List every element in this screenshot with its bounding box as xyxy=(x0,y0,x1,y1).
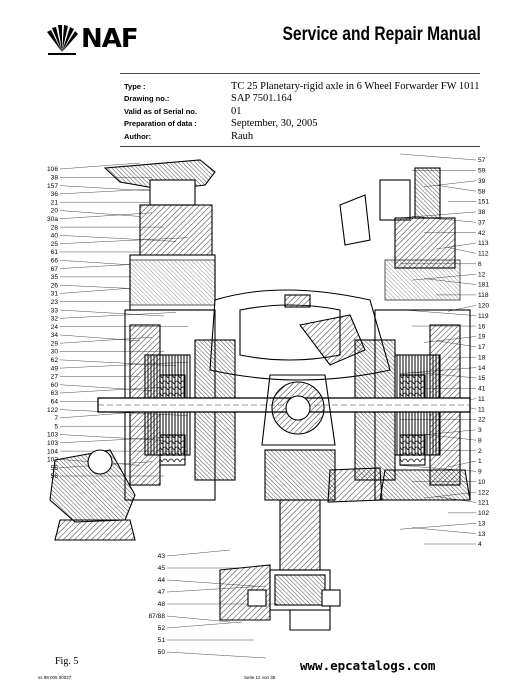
info-label: Drawing no.: xyxy=(124,94,170,104)
callout-number: 103 xyxy=(46,431,58,439)
callout-number: 104 xyxy=(46,448,58,456)
leader-line xyxy=(412,528,476,534)
callout-number: 30 xyxy=(50,348,58,356)
brand-name: NAF xyxy=(81,24,138,54)
callout-number: 13 xyxy=(478,530,486,538)
callout-number: 24 xyxy=(50,323,58,331)
callout-number: 113 xyxy=(478,240,489,248)
callout-number: 34 xyxy=(50,332,58,340)
callout-number: 120 xyxy=(478,302,490,310)
drawing-body xyxy=(50,160,470,633)
naf-fan-icon xyxy=(44,22,80,58)
callout-number: 64 xyxy=(50,398,58,406)
callout-number: 8 xyxy=(478,437,482,445)
callout-number: 6 xyxy=(478,260,482,268)
info-value: SAP 7501.164 xyxy=(231,93,292,105)
callout-number: 103 xyxy=(46,440,58,448)
callout-number: 102 xyxy=(478,510,490,518)
callout-number: 33 xyxy=(50,307,58,315)
callout-number: 106 xyxy=(46,166,58,174)
callout-number: 39 xyxy=(478,177,486,185)
callout-number: 122 xyxy=(46,406,58,414)
callout-number: 26 xyxy=(50,282,58,290)
callout-number: 50 xyxy=(157,649,165,657)
callout-number: 23 xyxy=(50,298,58,306)
info-block xyxy=(124,80,484,143)
info-label: Type : xyxy=(124,81,146,91)
callout-number: 38 xyxy=(50,174,58,182)
callout-number: 29 xyxy=(50,340,58,348)
document-title: Service and Repair Manual xyxy=(282,24,481,45)
callout-number: 51 xyxy=(157,637,165,645)
axle-cross-section-drawing xyxy=(0,150,513,657)
callout-number: 10 xyxy=(478,478,486,486)
callout-number: 57 xyxy=(478,157,486,165)
callout-number: 62 xyxy=(50,357,58,365)
callout-number: 12 xyxy=(478,271,486,279)
callout-number: 60 xyxy=(50,381,58,389)
callout-number: 19 xyxy=(478,333,486,341)
callout-number: 63 xyxy=(50,390,58,398)
callout-number: 52 xyxy=(157,625,165,633)
info-value: 01 xyxy=(231,105,242,117)
info-value: Rauh xyxy=(231,130,254,142)
callout-number: 58 xyxy=(478,188,486,196)
footer-page-number: Seite 12 von 38 xyxy=(244,675,276,680)
callouts-right xyxy=(478,157,489,548)
callout-number: 15 xyxy=(478,375,486,383)
info-row-drawing xyxy=(124,93,484,106)
callout-number: 17 xyxy=(478,344,486,352)
info-row-author xyxy=(124,130,484,143)
callout-number: 48 xyxy=(157,601,165,609)
leader-line xyxy=(167,622,242,628)
callout-number: 66 xyxy=(50,257,58,265)
callout-number: 21 xyxy=(50,199,58,207)
callout-number: 45 xyxy=(157,565,165,573)
callout-number: 59 xyxy=(478,167,486,175)
info-label: Author: xyxy=(124,131,152,141)
callout-number: 5 xyxy=(54,423,58,431)
leader-line xyxy=(60,412,140,418)
callout-number: 118 xyxy=(478,292,489,300)
leader-line xyxy=(167,652,266,658)
callout-number: 56 xyxy=(50,473,58,481)
callout-number: 32 xyxy=(50,315,58,323)
info-label: Valid as of Serial no. xyxy=(124,106,197,116)
callout-number: 41 xyxy=(478,385,486,393)
callout-number: 2 xyxy=(478,447,482,455)
callout-number: 31 xyxy=(50,290,58,298)
callout-number: 1 xyxy=(478,458,482,466)
callout-number: 35 xyxy=(50,274,58,282)
callout-number: 25 xyxy=(50,240,58,248)
callout-number: 18 xyxy=(478,354,486,362)
callouts-bottom-left xyxy=(148,553,165,656)
callout-number: 181 xyxy=(478,281,490,289)
callout-number: 11 xyxy=(478,406,485,414)
callout-number: 55 xyxy=(50,464,58,472)
callout-number: 122 xyxy=(478,489,490,497)
leader-line xyxy=(400,154,476,160)
callout-number: 42 xyxy=(478,229,486,237)
callout-number: 119 xyxy=(478,312,489,320)
callout-number: 38 xyxy=(478,209,486,217)
header-rule-bottom xyxy=(120,146,480,147)
callout-number: 43 xyxy=(157,553,165,561)
callout-number: 13 xyxy=(478,520,486,528)
callout-number: 14 xyxy=(478,364,486,372)
callout-number: 157 xyxy=(46,182,58,190)
callouts-left xyxy=(47,166,58,480)
info-row-type xyxy=(124,80,484,93)
leader-line xyxy=(400,310,476,316)
callout-number: 22 xyxy=(478,416,486,424)
leader-line xyxy=(436,185,476,191)
leader-line xyxy=(60,287,140,293)
leader-line xyxy=(60,213,152,219)
info-label: Preparation of data : xyxy=(124,119,197,129)
callout-number: 16 xyxy=(478,323,486,331)
callout-number: 7 xyxy=(54,415,58,423)
leader-line xyxy=(167,550,230,556)
info-row-serial xyxy=(124,105,484,118)
watermark-url: www.epcatalogs.com xyxy=(300,658,436,673)
callout-number: 61 xyxy=(50,249,58,257)
info-value: TC 25 Planetary-rigid axle in 6 Wheel Forwarder FW 1011 xyxy=(231,80,480,92)
footer-document-code: ss 99 005 00027 xyxy=(38,675,72,680)
callout-number: 37 xyxy=(478,219,486,227)
callout-number: 9 xyxy=(478,468,482,476)
callout-number: 11 xyxy=(478,395,485,403)
callout-number: 27 xyxy=(50,373,58,381)
callout-number: 20 xyxy=(50,207,58,215)
leader-line xyxy=(60,210,140,216)
info-value: September, 30, 2005 xyxy=(231,118,318,130)
leader-line xyxy=(400,523,476,529)
callout-number: 151 xyxy=(478,198,490,206)
callout-number: 30a xyxy=(46,215,58,223)
callout-number: 102 xyxy=(46,456,58,464)
callout-number: 36 xyxy=(50,191,58,199)
callout-number: 47 xyxy=(157,589,165,597)
callout-number: 112 xyxy=(478,250,489,258)
leader-line xyxy=(60,335,140,341)
callout-number: 40 xyxy=(50,232,58,240)
naf-logo xyxy=(44,22,154,58)
callout-number: 28 xyxy=(50,224,58,232)
callout-number: 67 xyxy=(50,265,58,273)
info-row-preparation xyxy=(124,118,484,131)
callout-number: 121 xyxy=(478,499,490,507)
callout-number: 4 xyxy=(478,541,482,549)
callout-number: 44 xyxy=(157,577,165,585)
figure-caption: Fig. 5 xyxy=(55,656,79,667)
callout-number: 3 xyxy=(478,427,482,435)
leader-line xyxy=(60,310,164,316)
header-rule-top xyxy=(120,73,480,74)
callout-number: 49 xyxy=(50,365,58,373)
callout-number: 87/88 xyxy=(148,613,165,621)
